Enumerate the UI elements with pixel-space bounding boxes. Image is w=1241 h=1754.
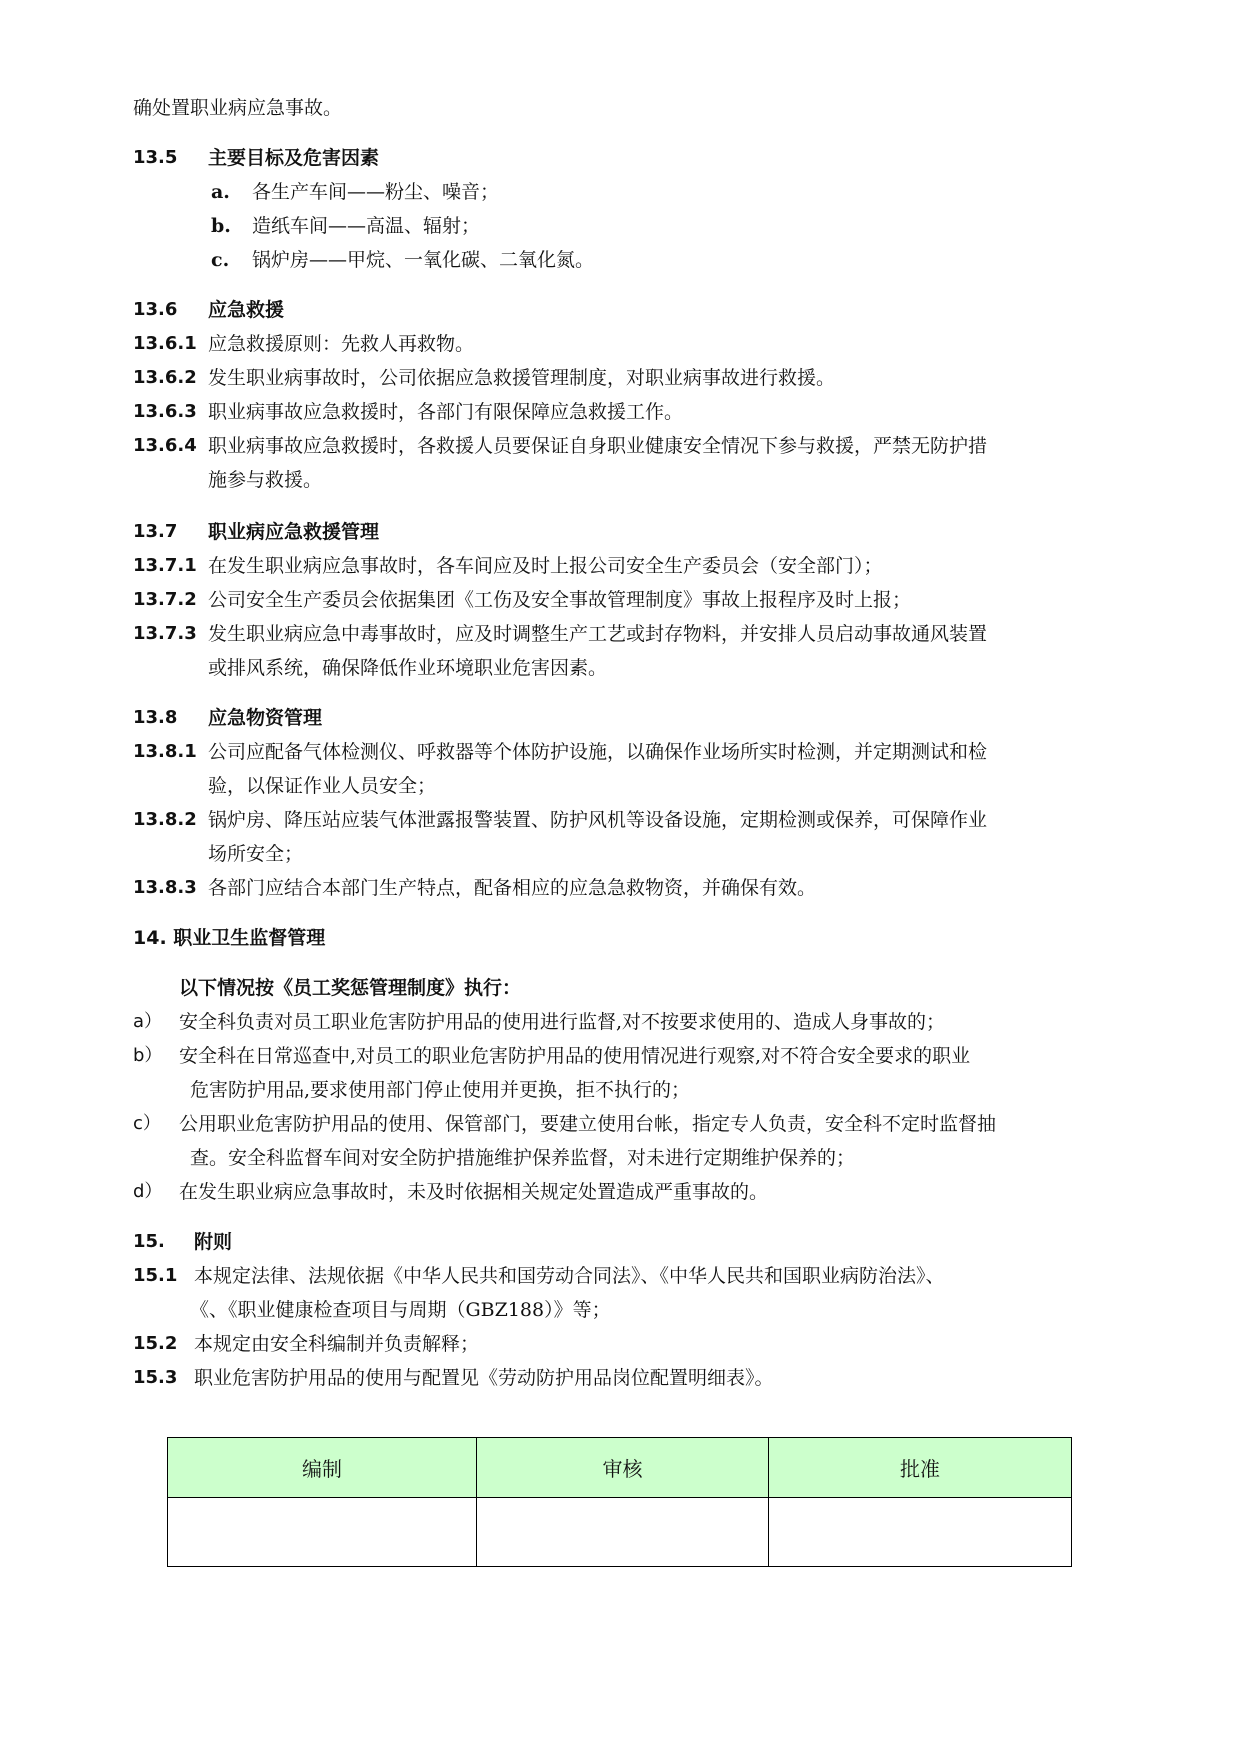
section-13-5-number: 13.5: [133, 147, 178, 168]
list-item-label: c）: [133, 1113, 161, 1134]
signoff-header-approved: 批准: [769, 1438, 1072, 1498]
section-13-6-number: 13.6: [133, 299, 178, 320]
clause-number: 15.2: [133, 1333, 178, 1354]
section-13-8-number: 13.8: [133, 707, 178, 728]
clause-text: 各部门应结合本部门生产特点，配备相应的应急急救物资，并确保有效。: [208, 877, 817, 899]
list-item-text-continued: 查。安全科监督车间对安全防护措施维护保养监督，对未进行定期维护保养的；: [190, 1147, 856, 1169]
list-item-text-continued: 危害防护用品,要求使用部门停止使用并更换，拒不执行的；: [190, 1079, 691, 1101]
section-14-title: 14. 职业卫生监督管理: [133, 927, 326, 949]
clause-text: 本规定法律、法规依据《中华人民共和国劳动合同法》、《中华人民共和国职业病防治法》、: [194, 1265, 945, 1287]
clause-text: 本规定由安全科编制并负责解释；: [194, 1333, 480, 1355]
section-15-number: 15.: [133, 1231, 165, 1252]
clause-number: 13.6.1: [133, 333, 197, 354]
clause-number: 13.8.1: [133, 741, 197, 762]
list-item-label: a）: [133, 1011, 163, 1032]
clause-number: 15.1: [133, 1265, 178, 1286]
clause-text-continued: 施参与救援。: [208, 469, 323, 491]
clause-text: 职业病事故应急救援时，各部门有限保障应急救援工作。: [208, 401, 684, 423]
list-item-text: 安全科负责对员工职业危害防护用品的使用进行监督,对不按要求使用的、造成人身事故的；: [179, 1011, 946, 1033]
clause-text: 在发生职业病应急事故时，各车间应及时上报公司安全生产委员会（安全部门）；: [208, 555, 883, 577]
list-item-label: b）: [133, 1045, 163, 1066]
section-13-7-title: 职业病应急救援管理: [208, 521, 380, 543]
section-13-7-number: 13.7: [133, 521, 178, 542]
clause-text-continued: 验，以保证作业人员安全；: [208, 775, 437, 797]
clause-number: 13.7.3: [133, 623, 197, 644]
section-15-title: 附则: [194, 1231, 233, 1253]
list-item-letter: b.: [211, 215, 231, 237]
clause-number: 13.6.4: [133, 435, 197, 456]
signoff-table: [167, 1437, 1072, 1567]
clause-number: 13.7.1: [133, 555, 197, 576]
clause-number: 13.8.3: [133, 877, 197, 898]
list-item-text: 各生产车间——粉尘、噪音；: [252, 181, 500, 203]
clause-text-continued: 场所安全；: [208, 843, 304, 865]
signoff-value-approved: [769, 1498, 1072, 1567]
section-13-8-title: 应急物资管理: [208, 707, 323, 729]
section-14-lead: 以下情况按《员工奖惩管理制度》执行：: [179, 977, 522, 999]
signoff-header-reviewed: 审核: [477, 1438, 769, 1498]
signoff-header-row: [168, 1438, 1072, 1498]
clause-text: 发生职业病应急中毒事故时，应及时调整生产工艺或封存物料，并安排人员启动事故通风装置: [208, 623, 988, 645]
clause-number: 13.8.2: [133, 809, 197, 830]
list-item-text: 在发生职业病应急事故时，未及时依据相关规定处置造成严重事故的。: [179, 1181, 769, 1203]
section-13-5-title: 主要目标及危害因素: [208, 147, 380, 169]
signoff-value-prepared: [168, 1498, 477, 1567]
clause-text: 应急救援原则：先救人再救物。: [208, 333, 475, 355]
signoff-header-prepared: 编制: [168, 1438, 477, 1498]
clause-text-continued: 《、《职业健康检查项目与周期（GBZ188）》等；: [190, 1299, 611, 1321]
list-item-text: 造纸车间——高温、辐射；: [252, 215, 481, 237]
section-13-6-title: 应急救援: [208, 299, 285, 321]
clause-text: 锅炉房、降压站应装气体泄露报警装置、防护风机等设备设施，定期检测或保养，可保障作业: [208, 809, 988, 831]
clause-number: 13.6.3: [133, 401, 197, 422]
clause-text: 发生职业病事故时，公司依据应急救援管理制度，对职业病事故进行救援。: [208, 367, 836, 389]
signoff-value-row: [168, 1498, 1072, 1567]
list-item-letter: a.: [211, 181, 230, 203]
signoff-value-reviewed: [477, 1498, 769, 1567]
list-item-text: 锅炉房——甲烷、一氧化碳、二氧化氮。: [252, 249, 595, 271]
list-item-label: d）: [133, 1181, 163, 1202]
list-item-letter: c.: [211, 249, 230, 271]
clause-text: 职业病事故应急救援时，各救援人员要保证自身职业健康安全情况下参与救援，严禁无防护措: [208, 435, 988, 457]
list-item-text: 安全科在日常巡查中,对员工的职业危害防护用品的使用情况进行观察,对不符合安全要求的职业: [179, 1045, 971, 1067]
clause-number: 13.7.2: [133, 589, 197, 610]
clause-text: 公司安全生产委员会依据集团《工伤及安全事故管理制度》事故上报程序及时上报；: [208, 589, 912, 611]
list-item-text: 公用职业危害防护用品的使用、保管部门，要建立使用台帐，指定专人负责，安全科不定时监督抽: [179, 1113, 997, 1135]
clause-number: 15.3: [133, 1367, 178, 1388]
clause-text: 公司应配备气体检测仪、呼救器等个体防护设施，以确保作业场所实时检测，并定期测试和检: [208, 741, 988, 763]
clause-text-continued: 或排风系统，确保降低作业环境职业危害因素。: [208, 657, 608, 679]
clause-text: 职业危害防护用品的使用与配置见《劳动防护用品岗位配置明细表》。: [194, 1367, 774, 1389]
intro-text: 确处置职业病应急事故。: [133, 97, 343, 119]
clause-number: 13.6.2: [133, 367, 197, 388]
